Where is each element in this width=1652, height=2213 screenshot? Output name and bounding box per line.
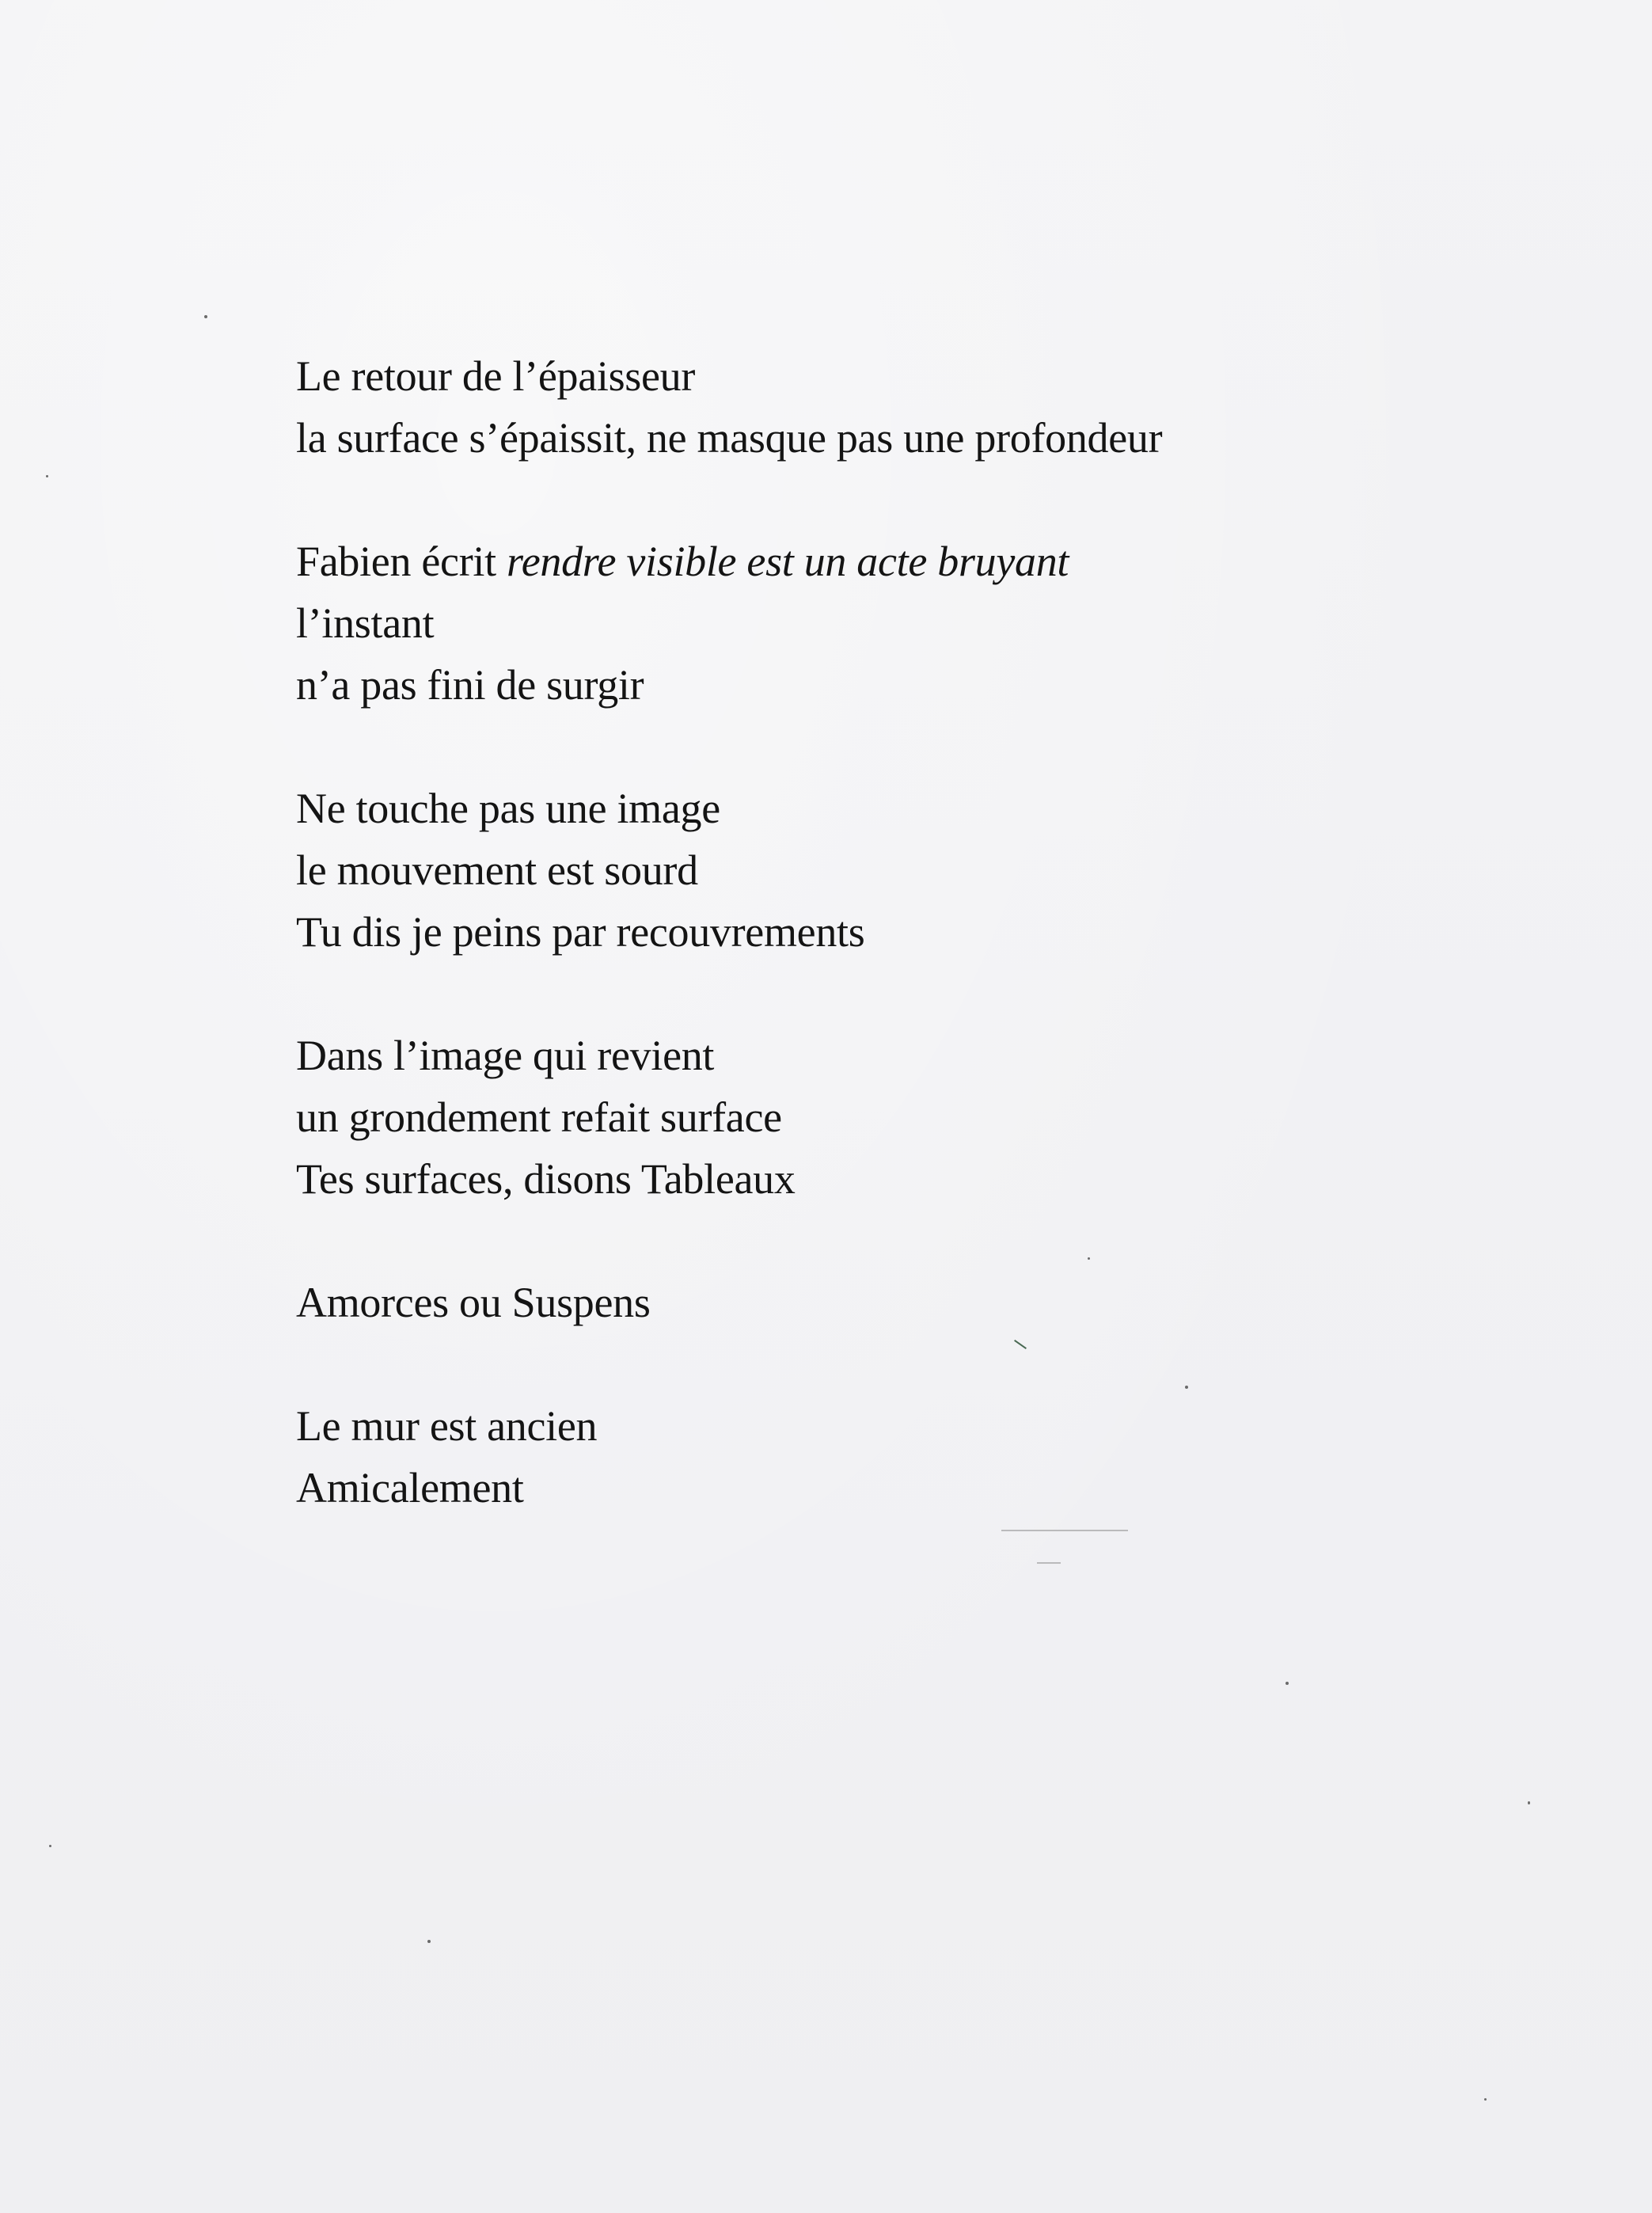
stanza-1 [296,345,1483,469]
poem-line: le mouvement est sourd [296,846,698,894]
scan-mark [1037,1562,1061,1564]
quote-italic: rendre visible est un acte bruyant [507,538,1069,585]
poem-line: Amorces ou Suspens [296,1279,651,1326]
paper-speck [46,475,48,477]
poem-line: l’instant [296,599,435,647]
paper-speck [1185,1386,1188,1389]
poem-line: Dans l’image qui revient [296,1032,715,1079]
stanza-3 [296,778,1483,963]
paper-speck [204,315,207,318]
poem-line: la surface s’épaissit, ne masque pas une profondeur [296,414,1163,462]
stanza-6 [296,1395,1483,1519]
stanza-4 [296,1025,1483,1210]
poem-line: Amicalement [296,1464,524,1511]
scan-mark [1001,1530,1128,1531]
paper-speck [427,1940,431,1943]
stanza-5 [296,1272,1483,1333]
paper-speck [1484,2098,1487,2101]
poem-line: Tes surfaces, disons Tableaux [296,1155,796,1203]
poem-body [296,345,1483,1580]
poem-line: Le mur est ancien [296,1402,598,1450]
paper-speck [1286,1682,1289,1685]
paper-speck [49,1845,51,1847]
poem-line-quote [296,530,1483,592]
quote-attribution: Fabien écrit [296,538,507,585]
paper-speck [1528,1801,1530,1804]
poem-line: un grondement refait surface [296,1093,782,1141]
poem-line: Ne touche pas une image [296,785,720,832]
stanza-2 [296,530,1483,716]
poem-line: Tu dis je peins par recouvrements [296,908,865,956]
poem-line: n’a pas fini de surgir [296,661,644,709]
poem-line: Le retour de l’épaisseur [296,352,696,400]
paper-speck [1088,1257,1090,1260]
